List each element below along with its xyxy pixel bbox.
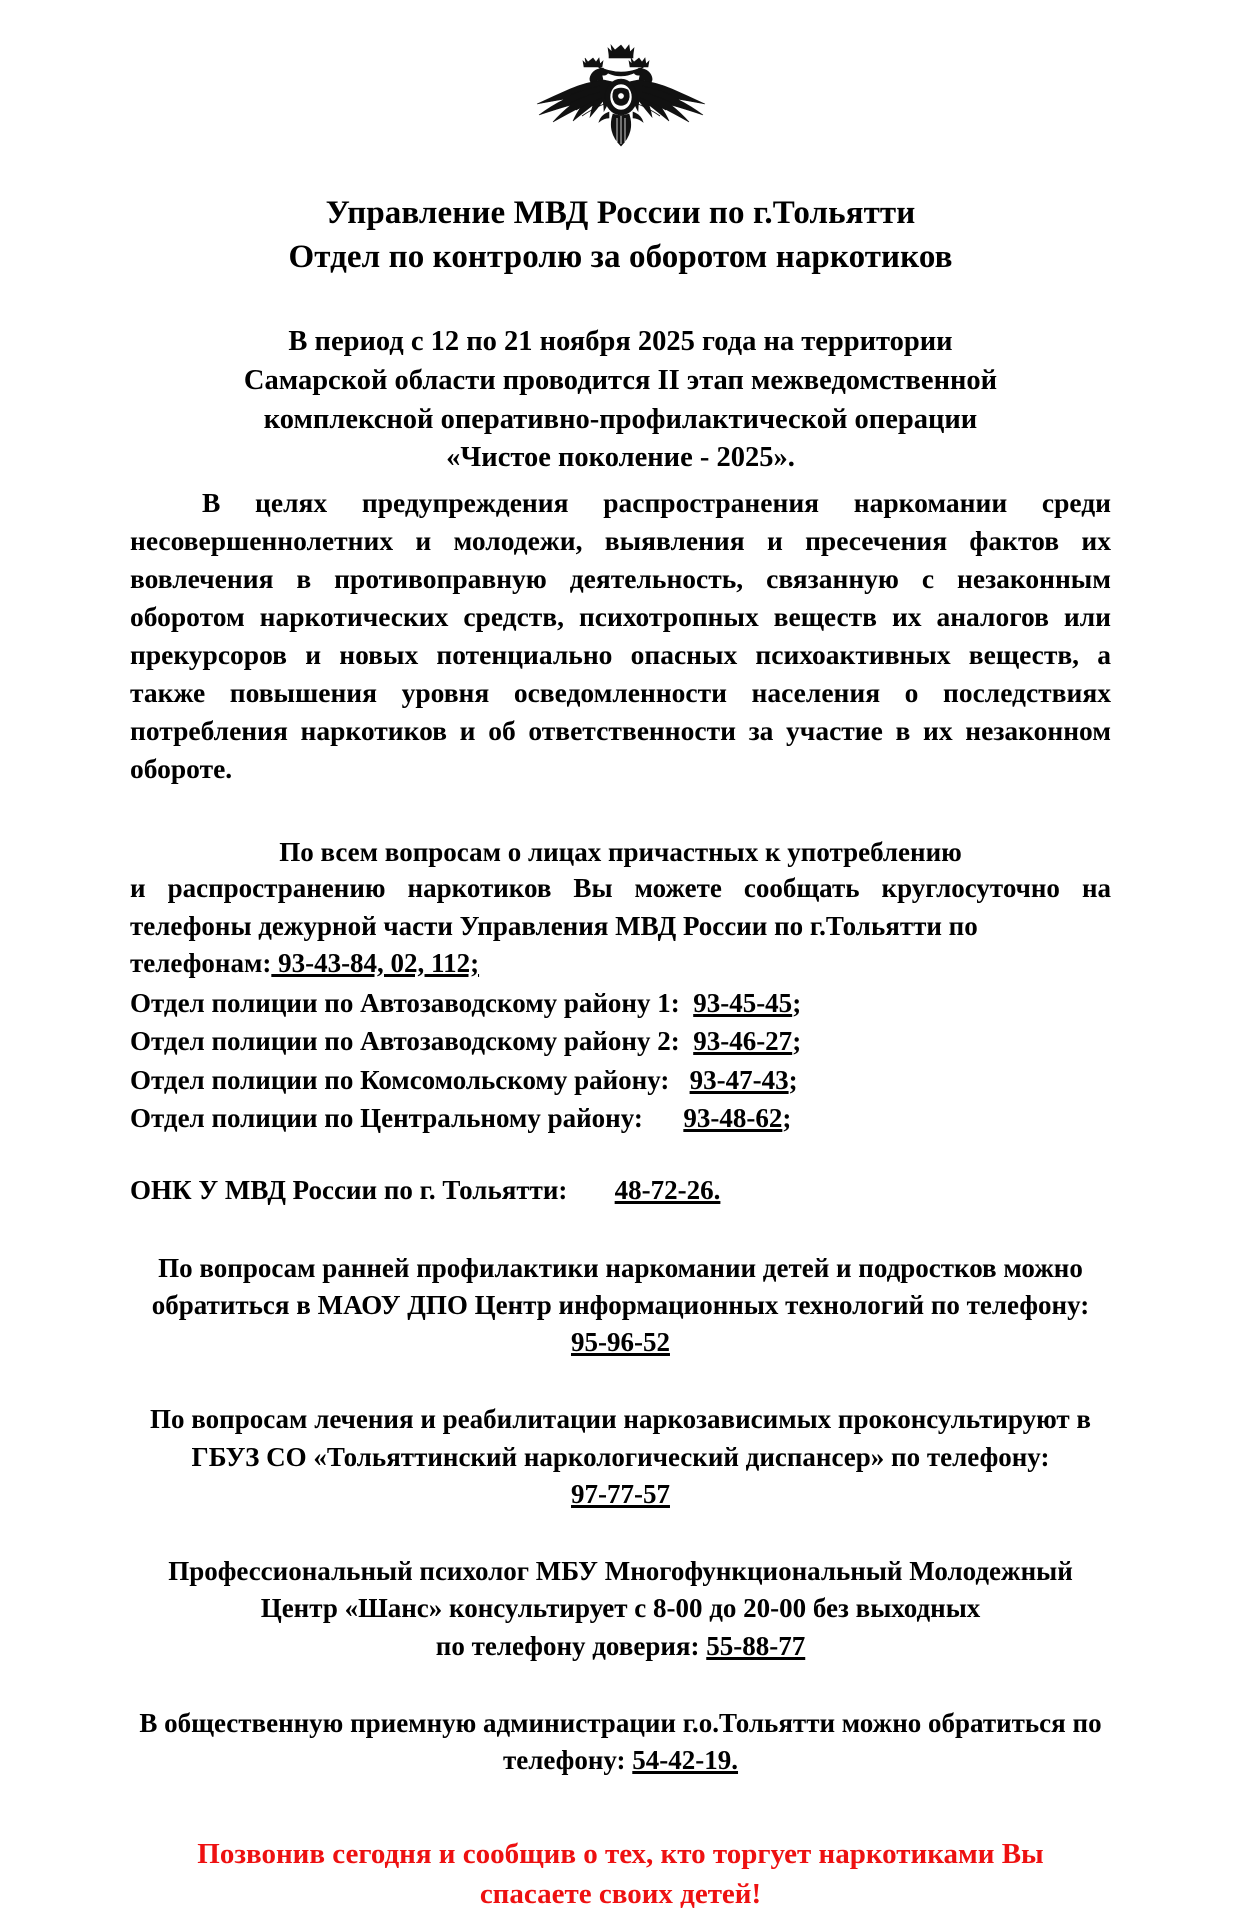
header-line-1: Управление МВД России по г.Тольятти xyxy=(325,195,916,231)
contacts-intro-centered: По всем вопросам о лицах причастных к употреблению xyxy=(279,836,962,867)
announcement-line-3: комплексной оперативно-профилактической операции xyxy=(263,403,978,435)
announcement-line-2: Самарской области проводится II этап межведомственной xyxy=(243,364,998,396)
call-to-action-line-2: спасаете своих детей! xyxy=(479,1877,762,1910)
psychologist-line-2: Центр «Шанс» консультирует с 8-00 до 20-00 без выходных xyxy=(260,1593,981,1624)
call-to-action-block xyxy=(130,1835,1111,1914)
contacts-intro-body: и распространению наркотиков Вы можете сообщать круглосуточно на телефоны дежурной части Управления МВД России по г.Тольятти по xyxy=(130,873,1111,941)
call-to-action-line-1: Позвонив сегодня и сообщив о тех, кто торгует наркотиками Вы xyxy=(197,1838,1044,1871)
psychologist-line-3 xyxy=(130,1628,1111,1665)
department-phone-list xyxy=(130,984,1111,1137)
department-gap xyxy=(669,1065,689,1095)
psychologist-line-1: Профессиональный психолог МБУ Многофункциональный Молодежный xyxy=(168,1556,1073,1587)
treatment-line-1: По вопросам лечения и реабилитации наркозависимых проконсультируют в xyxy=(150,1404,1091,1435)
department-suffix: ; xyxy=(782,1103,792,1134)
purpose-paragraph: В целях предупреждения распространения наркомании среди несовершеннолетних и молодежи, выявления и пресечения фактов их вовлечения в противоправную деятельность, связанную с незаконным оборотом наркотических средств, психотропных веществ их аналогов или прекурсоров и новых потенциально опасных психоактивных веществ, а также повышения уровня осведомленности населения о последствиях потребления наркотиков и об ответственности за участие в их незаконном обороте. xyxy=(130,487,1111,784)
department-label: Отдел полиции по Комсомольскому району: xyxy=(130,1064,670,1095)
mvd-eagle-emblem-icon xyxy=(505,42,737,146)
psychologist-block xyxy=(130,1553,1111,1665)
prevention-block xyxy=(130,1250,1111,1362)
table-row xyxy=(130,1061,1111,1099)
public-reception-phone: 54-42-19. xyxy=(632,1745,739,1776)
department-phone: 93-48-62 xyxy=(683,1103,783,1134)
department-gap xyxy=(680,988,694,1018)
contacts-intro-paragraph xyxy=(130,870,1111,982)
department-phone: 93-45-45 xyxy=(693,988,793,1019)
emblem-container xyxy=(130,0,1111,154)
table-row xyxy=(130,1099,1111,1137)
public-reception-block xyxy=(130,1705,1111,1780)
department-gap xyxy=(643,1103,684,1133)
table-row xyxy=(130,1022,1111,1060)
department-gap xyxy=(680,1026,694,1056)
department-suffix: ; xyxy=(788,1064,798,1095)
psychologist-phone: 55-88-77 xyxy=(706,1630,806,1661)
public-reception-line-2 xyxy=(130,1742,1111,1779)
announcement-line-1: В период с 12 по 21 ноября 2025 года на территории xyxy=(288,326,953,358)
department-phone: 93-47-43 xyxy=(689,1064,789,1095)
onk-gap xyxy=(567,1175,614,1205)
onk-phone: 48-72-26. xyxy=(614,1175,721,1206)
treatment-phone: 97-77-57 xyxy=(571,1478,670,1509)
department-label: Отдел полиции по Автозаводскому району 1: xyxy=(130,988,680,1019)
department-suffix: ; xyxy=(792,1026,802,1057)
main-phones-value: 93-43-84, 02, 112; xyxy=(271,947,480,978)
department-suffix: ; xyxy=(792,988,802,1019)
treatment-block xyxy=(130,1401,1111,1513)
main-phones-label: телефонам: xyxy=(130,947,272,978)
prevention-phone: 95-96-52 xyxy=(571,1327,670,1358)
treatment-line-2: ГБУЗ СО «Тольяттинский наркологический диспансер» по телефону: xyxy=(191,1441,1050,1472)
announcement-block xyxy=(130,323,1111,478)
department-phone: 93-46-27 xyxy=(693,1026,793,1057)
prevention-line-1: По вопросам ранней профилактики наркомании детей и подростков можно xyxy=(158,1252,1083,1283)
onk-contact-row xyxy=(130,1171,1111,1209)
table-row xyxy=(130,984,1111,1022)
department-label: Отдел полиции по Автозаводскому району 2: xyxy=(130,1026,680,1057)
main-phones-line xyxy=(130,945,1111,982)
onk-label: ОНК У МВД России по г. Тольятти: xyxy=(130,1175,568,1206)
department-label: Отдел полиции по Центральному району: xyxy=(130,1103,643,1134)
public-reception-line-1: В общественную приемную администрации г.о.Тольятти можно обратиться по xyxy=(139,1707,1102,1738)
header-line-2: Отдел по контролю за оборотом наркотиков xyxy=(288,238,953,275)
prevention-line-2: обратиться в МАОУ ДПО Центр информационных технологий по телефону: xyxy=(151,1289,1090,1320)
public-reception-phone-label: телефону: xyxy=(502,1745,633,1776)
psychologist-phone-label: по телефону доверия: xyxy=(435,1630,707,1661)
announcement-line-4: «Чистое поколение - 2025». xyxy=(446,442,795,474)
document-header xyxy=(130,192,1111,279)
